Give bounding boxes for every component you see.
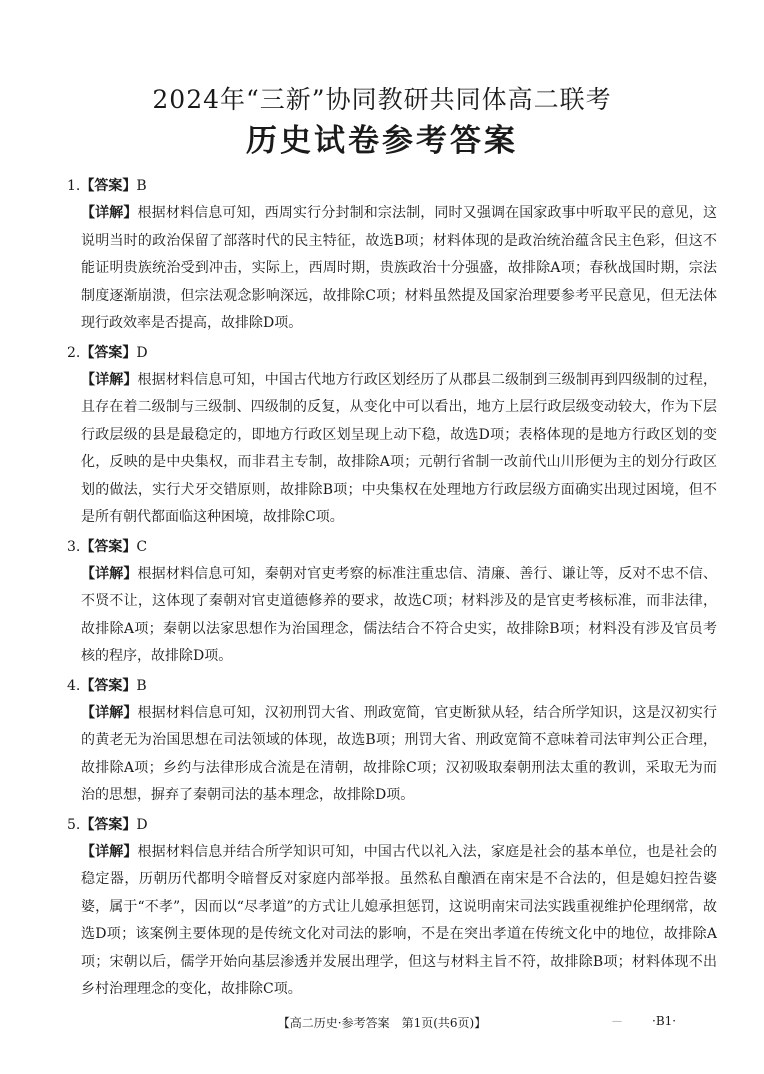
question-item bbox=[67, 339, 717, 532]
question-item bbox=[67, 811, 717, 1004]
answer-label: 【答案】 bbox=[80, 816, 137, 833]
explanation-text: 根据材料信息可知，秦朝对官吏考察的标准注重忠信、清廉、善行、谦让等，反对不忠不信、不贤不让，这体现了秦朝对官吏道德修养的要求，故选C项；材料涉及的是官吏考核标准，而非法律，故排除A项；秦朝以法家思想作为治国理念，儒法结合不符合史实，故排除B项；材料没有涉及官员考核的程序，故排除D项。 bbox=[81, 565, 717, 664]
explanation-label: 【详解】 bbox=[81, 704, 138, 721]
answer-line bbox=[67, 672, 717, 700]
answer-label: 【答案】 bbox=[80, 538, 137, 555]
explanation-label: 【详解】 bbox=[81, 843, 138, 860]
explanation-text: 根据材料信息可知，西周实行分封制和宗法制，同时又强调在国家政事中听取平民的意见，这说明当时的政治保留了部落时代的民主特征，故选B项；材料体现的是政治统治蕴含民主色彩，但这不能证明贵族统治受到冲击，实际上，西周时期，贵族政治十分强盛，故排除A项；春秋战国时期，宗法制度逐渐崩溃，但宗法观念影响深远，故排除C项；材料虽然提及国家治理要参考平民意见，但无法体现行政效率是否提高，故排除D项。 bbox=[81, 205, 717, 331]
question-number: 2. bbox=[67, 344, 81, 361]
question-item bbox=[67, 672, 717, 810]
question-number: 4. bbox=[67, 677, 81, 694]
answer-value: C bbox=[136, 538, 148, 555]
question-item bbox=[67, 172, 717, 338]
explanation-text: 根据材料信息并结合所学知识可知，中国古代以礼入法，家庭是社会的基本单位，也是社会的稳定器，历朝历代都明令暗督反对家庭内部举报。虽然私自酿酒在南宋是不合法的，但是媳妇控告婆婆，属于“不孝”，因而以“尽孝道”的方式让儿媳承担惩罚，这说明南宋司法实践重视维护伦理纲常，故选D项；该案例主要体现的是传统文化对司法的影响，不是在突出孝道在传统文化中的地位，故排除A项；宋朝以后，儒学开始向基层渗透并发展出理学，但这与材料主旨不符，故排除B项；材料体现不出乡村治理理念的变化，故排除C项。 bbox=[81, 843, 717, 997]
answer-line bbox=[67, 533, 717, 561]
explanation-label: 【详解】 bbox=[81, 565, 138, 582]
question-item bbox=[67, 533, 717, 671]
footer-mark: — bbox=[612, 1016, 622, 1027]
answer-list bbox=[67, 172, 717, 1005]
explanation bbox=[67, 561, 717, 671]
explanation-label: 【详解】 bbox=[81, 371, 138, 388]
answer-line bbox=[67, 339, 717, 367]
answer-value: B bbox=[136, 677, 147, 694]
answer-label: 【答案】 bbox=[80, 677, 137, 694]
explanation bbox=[67, 700, 717, 810]
question-number: 5. bbox=[67, 816, 81, 833]
document-subtitle: 历史试卷参考答案 bbox=[246, 123, 518, 159]
explanation-label: 【详解】 bbox=[81, 205, 138, 221]
answer-label: 【答案】 bbox=[80, 344, 137, 361]
answer-line bbox=[67, 172, 717, 200]
answer-value: B bbox=[136, 178, 147, 194]
question-number: 3. bbox=[67, 538, 81, 555]
explanation bbox=[67, 200, 717, 338]
answer-value: D bbox=[136, 344, 148, 361]
document-title: 2024年“三新”协同教研共同体高二联考 bbox=[152, 85, 612, 114]
answer-line bbox=[67, 811, 717, 839]
explanation-text: 根据材料信息可知，汉初刑罚大省、刑政宽简，官吏断狱从轻，结合所学知识，这是汉初实行的黄老无为治国思想在司法领域的体现，故选B项；刑罚大省、刑政宽简不意味着司法审判公正合理，故排除A项；乡约与法律形成合流是在清朝，故排除C项；汉初吸取秦朝刑法太重的教训，采取无为而治的思想，摒弃了秦朝司法的基本理念，故排除D项。 bbox=[81, 704, 717, 803]
answer-label: 【答案】 bbox=[80, 178, 137, 194]
explanation-text: 根据材料信息可知，中国古代地方行政区划经历了从郡县二级制到三级制再到四级制的过程，且存在着二级制与三级制、四级制的反复，从变化中可以看出，地方上层行政层级变动较大，作为下层行政层级的县是最稳定的，即地方行政区划呈现上动下稳，故选D项；表格体现的是地方行政区划的变化，反映的是中央集权，而非君主专制，故排除A项；元朝行省制一改前代山川形便为主的划分行政区划的做法，实行犬牙交错原则，故排除B项；中央集权在处理地方行政层级方面确实出现过困境，但不是所有朝代都面临这种困境，故排除C项。 bbox=[81, 371, 717, 525]
page-footer: 【高二历史·参考答案 第1页(共6页)】 bbox=[277, 1016, 487, 1030]
explanation bbox=[67, 839, 717, 1004]
page-code: ·B1· bbox=[652, 1014, 677, 1028]
explanation bbox=[67, 367, 717, 532]
question-number: 1. bbox=[67, 178, 81, 194]
answer-value: D bbox=[136, 816, 148, 833]
